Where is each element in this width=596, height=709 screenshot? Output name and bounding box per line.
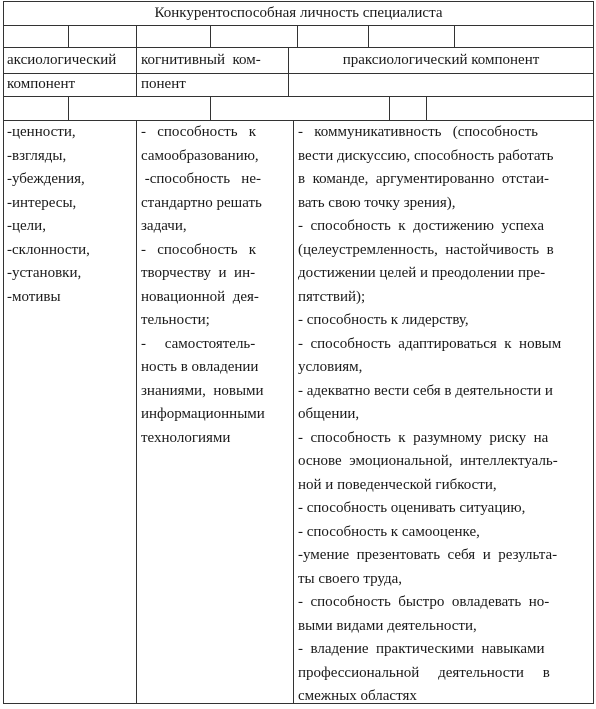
grid-line [68,96,69,120]
text-line: задачи, [141,218,187,234]
grid-line [136,120,137,703]
grid-line [210,96,211,120]
praxiological-text [298,121,590,709]
axiological-list [7,121,135,309]
text-line: информационными [141,406,265,422]
text-line: - коммуникативность (способность [298,124,539,140]
text-line: - способность к лидерству, [298,312,469,328]
header-cognitive-line: понент [141,75,186,92]
text-line: профессиональной деятельности в [298,664,550,681]
text-line: условиям, [298,359,363,375]
list-item: -склонности, [7,241,90,258]
text-line: основе эмоциональной, интеллектуаль- [298,453,558,469]
grid-line [210,25,211,47]
text-line: самообразованию, [141,147,259,164]
text-line: (целеустремленность, настойчивость в [298,241,554,258]
text-line: - способность к самооценке, [298,523,480,540]
header-axiological [7,49,135,96]
grid-line [293,120,294,703]
text-line: -умение презентовать себя и результа- [298,547,558,563]
text-line: новационной дея- [141,288,259,305]
text-line: - способность к [141,241,257,258]
list-item: -ценности, [7,124,76,140]
cognitive-text [141,121,290,450]
text-line: знаниями, новыми [141,382,264,399]
grid-line [389,96,390,120]
grid-line [136,25,137,47]
grid-line [3,1,4,704]
grid-line [593,1,594,704]
list-item: -цели, [7,218,46,234]
header-axiological-line: компонент [7,75,76,92]
list-item: -установки, [7,265,82,281]
text-line: - самостоятель- [141,335,256,352]
grid-line [297,25,298,47]
text-line: смежных областях [298,688,417,704]
grid-line [368,25,369,47]
grid-line [3,47,594,48]
header-cognitive-line: когнитивный ком- [141,52,261,68]
text-line: -способность не- [141,171,261,187]
header-praxiological: праксиологический компонент [342,52,540,68]
list-item: -убеждения, [7,171,85,187]
text-line: - способность быстро овладевать но- [298,594,550,610]
text-line: - способность к [141,124,257,140]
text-line: технологиями [141,429,231,446]
text-line: вать свою точку зрения), [298,194,456,211]
grid-line [68,25,69,47]
text-line: - способность адаптироваться к новым [298,335,562,352]
text-line: - способность к достижению успеха [298,218,545,234]
text-line: ты своего труда, [298,570,403,587]
text-line: ность в овладении [141,359,259,375]
text-line: выми видами деятельности, [298,617,477,634]
list-item: -взгляды, [7,147,67,164]
text-line: вести дискуссию, способность работать [298,147,554,164]
list-item: -интересы, [7,194,77,211]
text-line: - адекватно вести себя в деятельности и [298,382,553,399]
text-line: ной и поведенческой гибкости, [298,476,497,493]
text-line: - владение практическими навыками [298,641,545,657]
text-line: - способность оценивать ситуацию, [298,500,526,516]
list-item: -мотивы [7,288,61,305]
grid-line [3,96,594,97]
text-line: творчеству и ин- [141,265,256,281]
grid-line [426,96,427,120]
header-cognitive [141,49,286,96]
text-line: общении, [298,406,360,422]
text-line: тельности; [141,312,210,328]
text-line: стандартно решать [141,194,262,211]
table-title: Конкурентоспособная личность специалиста [154,5,443,21]
header-axiological-line: аксиологический [7,52,117,68]
text-line: достижении целей и преодолении пре- [298,265,546,281]
text-line: пятствий); [298,288,366,305]
grid-line [3,25,594,26]
grid-line [136,47,137,96]
text-line: в команде, аргументированно отстаи- [298,171,550,187]
grid-line [454,25,455,47]
text-line: - способность к разумному риску на [298,429,549,446]
